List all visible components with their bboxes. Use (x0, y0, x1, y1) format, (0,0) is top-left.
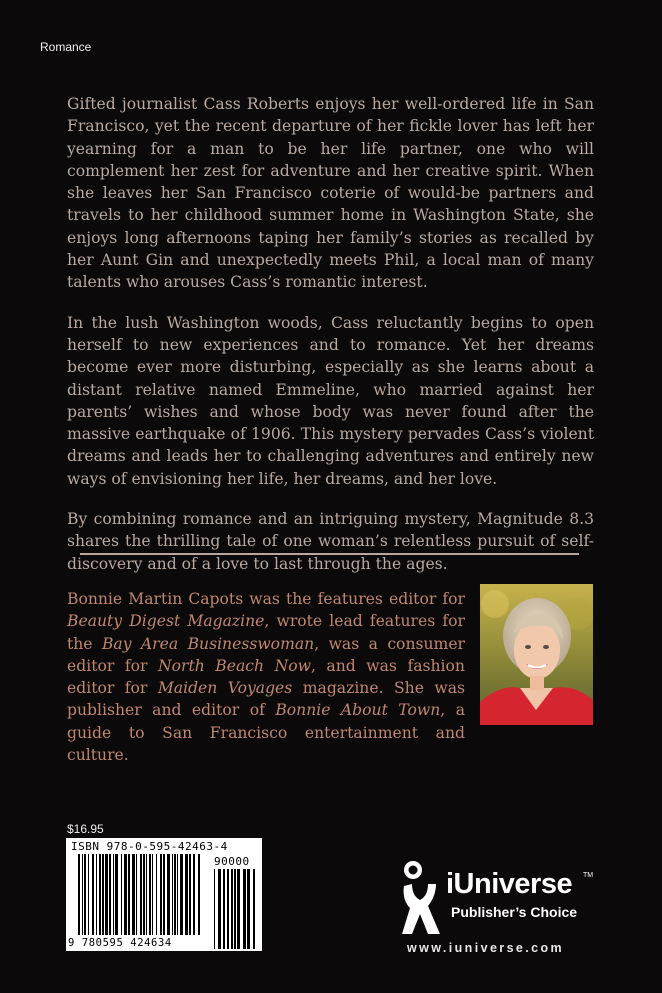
barcode-bars (66, 838, 262, 951)
bio-text: , wrote lead features for the (67, 612, 465, 653)
publisher-name: iUniverse (446, 868, 573, 900)
publisher-tagline: Publisher’s Choice (451, 904, 578, 920)
barcode-bar (167, 854, 170, 935)
bio-text: , was a consumer editor for (67, 634, 465, 675)
barcode-bar (152, 854, 153, 935)
barcode-bar (113, 854, 114, 935)
barcode-bar (92, 854, 94, 935)
bio-text: magazine. She was publisher and editor of (67, 679, 466, 720)
barcode-bar (102, 854, 104, 935)
bio-publication-title: Maiden Voyages (157, 679, 293, 698)
barcode-bar (124, 854, 127, 935)
ean-number: 9 780595 424634 (68, 937, 172, 949)
barcode-bar (243, 869, 246, 949)
barcode-bar (223, 869, 225, 949)
barcode-bar (227, 869, 229, 949)
barcode-bar (143, 854, 145, 935)
barcode-bar (84, 854, 86, 935)
section-divider (80, 553, 579, 555)
price-label: $16.95 (67, 822, 104, 836)
barcode-bar (231, 869, 233, 949)
publisher-logo (398, 858, 598, 938)
barcode-bar (78, 854, 80, 935)
barcode-bar (180, 854, 183, 935)
barcode-bar (121, 854, 122, 935)
barcode-bar (140, 854, 142, 935)
bio-publication-title: North Beach Now (157, 656, 311, 675)
barcode-bar (214, 869, 215, 949)
barcode-bar (99, 854, 101, 935)
barcode-bar (172, 854, 173, 935)
barcode-bar (237, 869, 240, 949)
barcode-bar (136, 854, 137, 935)
barcode-bar (189, 854, 191, 935)
barcode-bar (105, 854, 108, 935)
barcode-bar (88, 854, 89, 935)
barcode-bar (253, 869, 255, 949)
bio-text: , and was fashion editor for (67, 656, 465, 698)
bio-publication-title: Bay Area Businesswoman (101, 634, 315, 653)
bio-text: Bonnie Martin Capots was the features editor for (67, 590, 465, 608)
blurb-paragraph: Gifted journalist Cass Roberts enjoys her well-ordered life in San Francisco, yet the recent departure of her fickle lover has left her yearning for a man to be her life partner, one who will complement her zest for adventure and her creative spirit. When she leaves her San Francisco coterie of would-be partners and travels to her childhood summer home in Washington State, she enjoys long afternoons taping her family’s stories as recalled by her Aunt Gin and unexpectedly meets Phil, a local man of many talents who arouses Cass’s romantic interest. (67, 95, 594, 292)
author-bio (67, 588, 465, 766)
bio-text: , a guide to San Francisco entertainment and culture. (67, 701, 465, 765)
barcode-bar (132, 854, 135, 935)
bio-publication-title: Bonnie About Town (275, 701, 441, 720)
barcode-bar (109, 854, 111, 935)
publisher-figure-icon (398, 858, 450, 938)
trademark-mark: TM (583, 872, 594, 879)
barcode-bar (247, 869, 250, 949)
barcode-bar (174, 854, 176, 935)
author-photo (480, 584, 593, 725)
barcode-bar (156, 854, 157, 935)
barcode-bar (146, 854, 147, 935)
blurb-paragraph: In the lush Washington woods, Cass reluctantly begins to open herself to new experiences and to romance. Yet her dreams become ever more disturbing, especially as she learns about a distant relative named Emmeline, who married against her parents’ wishes and whose body was never found after the massive earthquake of 1906. This mystery pervades Cass’s violent dreams and leads her to challenging adventures and entirely new ways of envisioning her life, her dreams, and her love. (67, 313, 594, 488)
barcode-bar (177, 854, 178, 935)
barcode-bar (218, 869, 221, 949)
barcode-bar (115, 854, 118, 935)
barcode-bar (149, 854, 151, 935)
bio-publication-title: Beauty Digest Magazine (67, 612, 265, 631)
barcode-bar (82, 854, 83, 935)
book-blurb (67, 93, 594, 593)
barcode-bar (234, 869, 236, 949)
barcode-addon-number: 90000 (214, 855, 250, 868)
barcode-bar (128, 854, 130, 935)
barcode-bar (96, 854, 97, 935)
barcode-bar (163, 854, 165, 935)
barcode-bar (193, 854, 195, 935)
genre-label: Romance (40, 40, 92, 54)
isbn-barcode (66, 838, 262, 951)
barcode-bar (185, 854, 188, 935)
barcode-bar (160, 854, 162, 935)
isbn-number: ISBN 978-0-595-42463-4 (71, 840, 228, 853)
publisher-url[interactable]: www.iuniverse.com (407, 941, 565, 955)
blurb-paragraph: By combining romance and an intriguing mystery, Magnitude 8.3 shares the thrilling tale of one woman’s relentless pursuit of self-discovery and of a love to last through the ages. (67, 510, 594, 573)
barcode-bar (198, 854, 200, 935)
